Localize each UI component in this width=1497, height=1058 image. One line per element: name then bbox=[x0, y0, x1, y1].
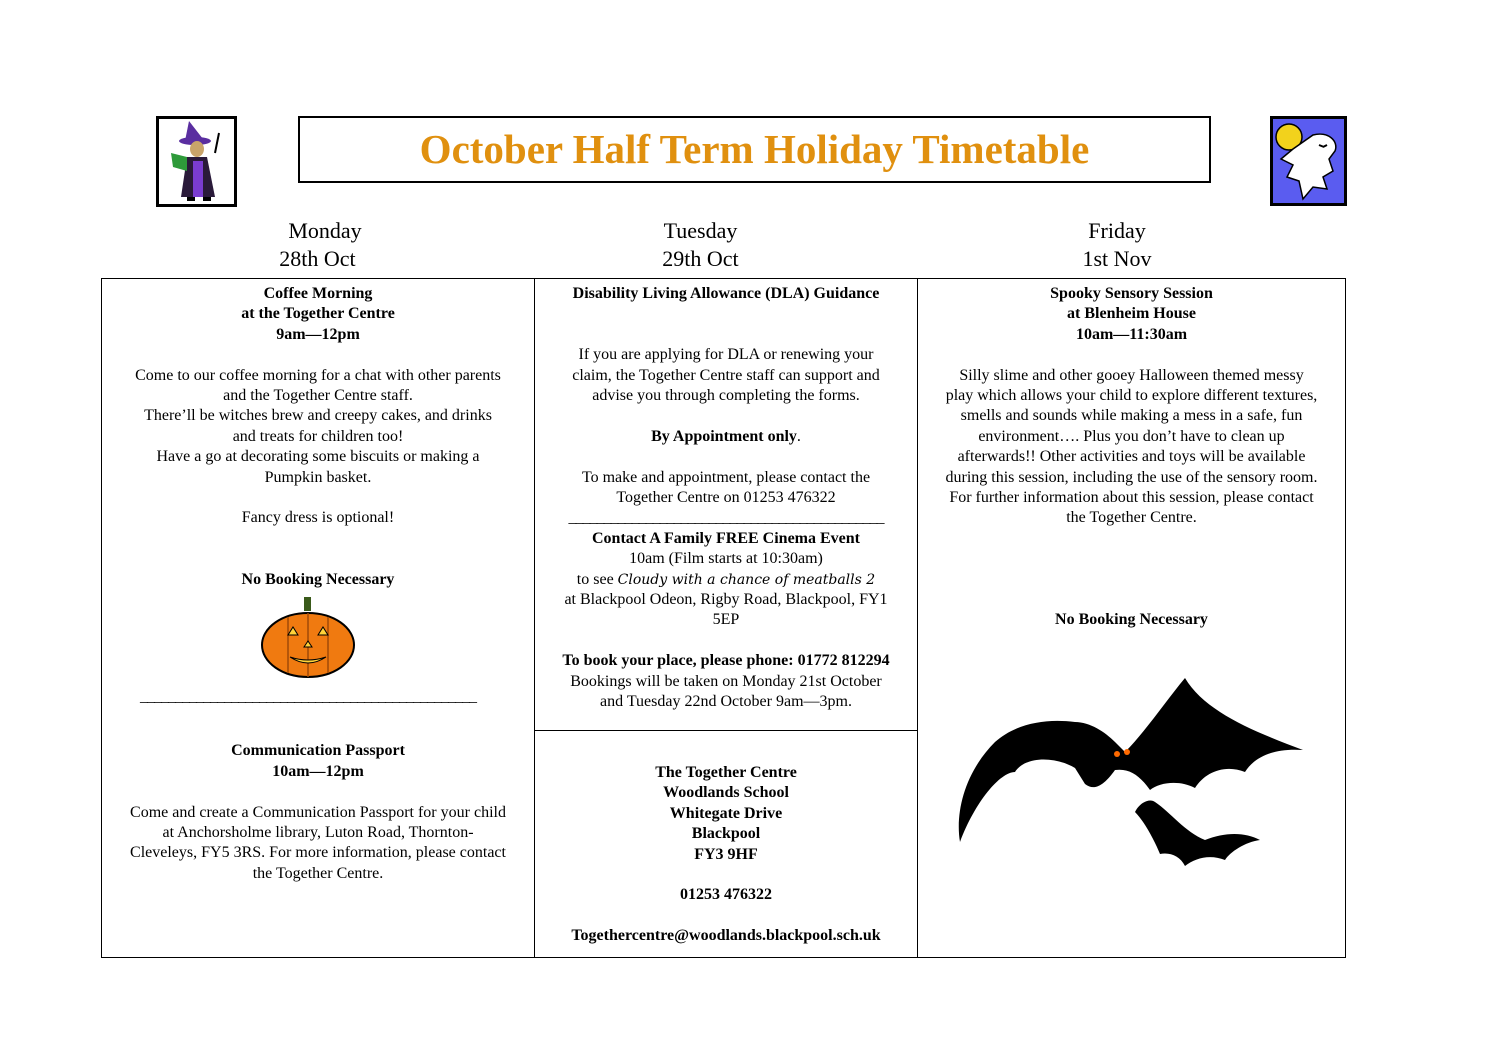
address-line: Woodlands School bbox=[663, 784, 789, 802]
film-title: Cloudy with a chance of meatballs 2 bbox=[617, 571, 876, 588]
event-time: 10am—11:30am bbox=[1075, 325, 1188, 343]
booking-line: and Tuesday 22nd October 9am—3pm. bbox=[600, 693, 852, 711]
appointment-note: By Appointment only. bbox=[651, 427, 801, 445]
description-line: advise you through completing the forms. bbox=[592, 387, 860, 404]
description-line: There’ll be witches brew and creepy cakes, and drinks bbox=[144, 407, 492, 425]
day-date: 1st Nov bbox=[1082, 246, 1152, 271]
description-line: environment…. Plus you don’t have to clean up bbox=[978, 427, 1285, 445]
description-line: If you are applying for DLA or renewing your bbox=[578, 346, 874, 364]
title-box bbox=[298, 116, 1211, 183]
film-line: to see Cloudy with a chance of meatballs 2 bbox=[576, 570, 876, 588]
event-title: Coffee Morning bbox=[263, 285, 373, 302]
description-line: smells and sounds while making a mess in a safe, fun bbox=[960, 407, 1303, 425]
email: Togethercentre@woodlands.blackpool.sch.uk bbox=[571, 927, 881, 945]
day-date: 28th Oct bbox=[279, 246, 356, 271]
phone: 01253 476322 bbox=[680, 886, 772, 904]
event-time: 10am—12pm bbox=[272, 762, 364, 780]
event-title: Spooky Sensory Session bbox=[1050, 285, 1213, 302]
booking-line: Bookings will be taken on Monday 21st October bbox=[570, 672, 882, 690]
description-line: Come and create a Communication Passport for your child bbox=[130, 803, 506, 821]
monday-cell bbox=[101, 278, 535, 958]
no-booking-note: No Booking Necessary bbox=[1055, 611, 1208, 629]
description-line: claim, the Together Centre staff can support and bbox=[572, 366, 880, 384]
description-line: afterwards!! Other activities and toys will be available bbox=[957, 448, 1306, 466]
no-booking-note: No Booking Necessary bbox=[241, 571, 395, 589]
description-line: and treats for children too! bbox=[232, 427, 404, 445]
event-location: at the Together Centre bbox=[241, 305, 395, 323]
address-line: Whitegate Drive bbox=[669, 804, 783, 822]
description-line: Cleveleys, FY5 3RS. For more information, please contact bbox=[130, 844, 506, 862]
venue-line: 5EP bbox=[712, 611, 740, 629]
contact-line: To make and appointment, please contact the bbox=[581, 468, 871, 486]
description-line: Have a go at decorating some biscuits or making a bbox=[156, 448, 480, 466]
event-title: Communication Passport bbox=[231, 742, 405, 760]
description-line: Come to our coffee morning for a chat with other parents bbox=[135, 366, 501, 384]
day-header-friday bbox=[917, 217, 1317, 273]
day-name: Tuesday bbox=[663, 218, 738, 243]
divider: ________________________________________________ bbox=[140, 687, 476, 705]
event-time: 10am (Film starts at 10:30am) bbox=[629, 550, 823, 568]
booking-phone: To book your place, please phone: 01772 812294 bbox=[562, 652, 890, 670]
description-line: and the Together Centre staff. bbox=[223, 387, 413, 405]
divider: _____________________________________________ bbox=[568, 509, 884, 527]
tuesday-cell bbox=[534, 278, 918, 731]
event-title: Disability Living Allowance (DLA) Guidance bbox=[572, 285, 880, 302]
day-name: Monday bbox=[288, 218, 362, 243]
contact-line: Together Centre on 01253 476322 bbox=[616, 489, 836, 506]
venue-line: at Blackpool Odeon, Rigby Road, Blackpool, FY1 bbox=[564, 591, 888, 609]
bats-image bbox=[955, 672, 1305, 877]
description-line: the Together Centre. bbox=[252, 864, 384, 882]
address-cell bbox=[534, 730, 918, 958]
description-line: at Anchorsholme library, Luton Road, Thornton- bbox=[162, 824, 474, 842]
description-line: play which allows your child to explore different textures, bbox=[945, 387, 1318, 405]
pumpkin-image bbox=[82, 595, 534, 687]
day-name: Friday bbox=[1088, 218, 1146, 243]
day-header-monday bbox=[101, 217, 534, 273]
address-line: The Together Centre bbox=[655, 764, 797, 781]
witch-image bbox=[156, 116, 237, 207]
fancy-dress-note: Fancy dress is optional! bbox=[241, 509, 395, 527]
event-time: 9am—12pm bbox=[276, 325, 360, 343]
description-line: Silly slime and other gooey Halloween themed messy bbox=[959, 366, 1304, 384]
description-line: during this session, including the use of the sensory room. bbox=[945, 468, 1318, 486]
description-line: Pumpkin basket. bbox=[264, 468, 372, 486]
address-line: Blackpool bbox=[691, 825, 761, 843]
day-header-tuesday bbox=[534, 217, 867, 273]
page-title: October Half Term Holiday Timetable bbox=[419, 126, 1090, 172]
event-title: Contact A Family FREE Cinema Event bbox=[592, 529, 860, 547]
event-location: at Blenheim House bbox=[1067, 305, 1196, 323]
ghost-image bbox=[1270, 116, 1347, 206]
description-line: the Together Centre. bbox=[1066, 509, 1197, 527]
address-line: FY3 9HF bbox=[694, 845, 758, 863]
day-date: 29th Oct bbox=[662, 246, 739, 271]
description-line: For further information about this session, please contact bbox=[949, 489, 1314, 507]
